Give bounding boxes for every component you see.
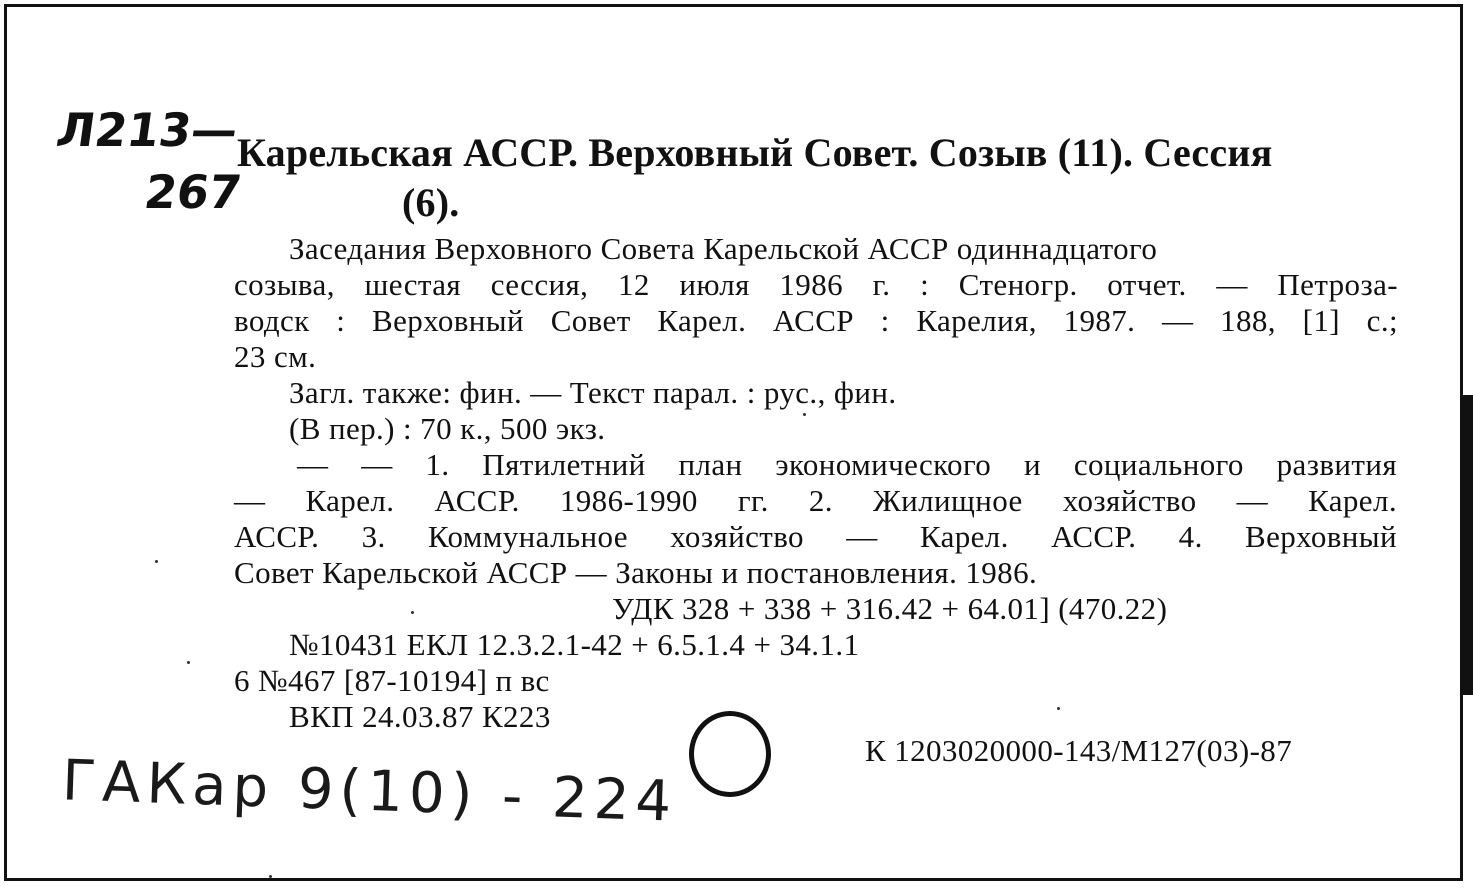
handwritten-shelfmark-top: Л213— (53, 103, 242, 157)
scan-speck (155, 560, 158, 563)
scan-speck (1057, 707, 1060, 710)
card-edge-mark (1463, 395, 1473, 695)
index-code: К 1203020000-143/М127(03)-87 (865, 733, 1293, 768)
scan-speck (803, 413, 806, 416)
record-number: 6 №467 [87-10194] п вс (234, 663, 550, 698)
circle-mark (689, 711, 771, 797)
description-line-2: созыва, шестая сессия, 12 июля 1986 г. : Стеногр. отчет. — Петроза- (234, 267, 1398, 302)
catalog-card (4, 4, 1463, 881)
description-line-1: Заседания Верховного Совета Карельской АССР одиннадцатого (289, 231, 1158, 266)
scan-speck (269, 875, 272, 878)
subject-line-2: — Карел. АССР. 1986-1990 гг. 2. Жилищное хозяйство — Карел. (234, 483, 1397, 518)
ekl-classification: №10431 ЕКЛ 12.3.2.1-42 + 6.5.1.4 + 34.1.1 (289, 627, 860, 662)
vkp-stamp-line: ВКП 24.03.87 К223 (289, 699, 551, 734)
description-line-3: водск : Верховный Совет Карел. АССР : Карелия, 1987. — 188, [1] с.; (234, 303, 1398, 338)
handwritten-shelfmark-bottom: 267 (141, 165, 245, 219)
scan-speck (187, 661, 190, 664)
subject-line-4: Совет Карельской АССР — Законы и постановления. 1986. (234, 555, 1038, 590)
card-heading: Карельская АССР. Верховный Совет. Созыв (11). Сессия (237, 130, 1273, 175)
note-binding-price: (В пер.) : 70 к., 500 экз. (289, 411, 606, 446)
udk-classification: УДК 328 + 338 + 316.42 + 64.01] (470.22) (612, 591, 1168, 626)
description-line-4: 23 см. (234, 339, 317, 374)
card-heading-continuation: (6). (402, 180, 460, 225)
subject-line-1: — — 1. Пятилетний план экономического и социального развития (297, 447, 1397, 482)
handwritten-archive-note: ГАКар 9(10) - 224 (61, 748, 679, 835)
scan-speck (411, 611, 414, 614)
subject-line-3: АССР. 3. Коммунальное хозяйство — Карел. АССР. 4. Верховный (234, 519, 1397, 554)
note-title-language: Загл. также: фин. — Текст парал. : рус., фин. (289, 375, 897, 410)
